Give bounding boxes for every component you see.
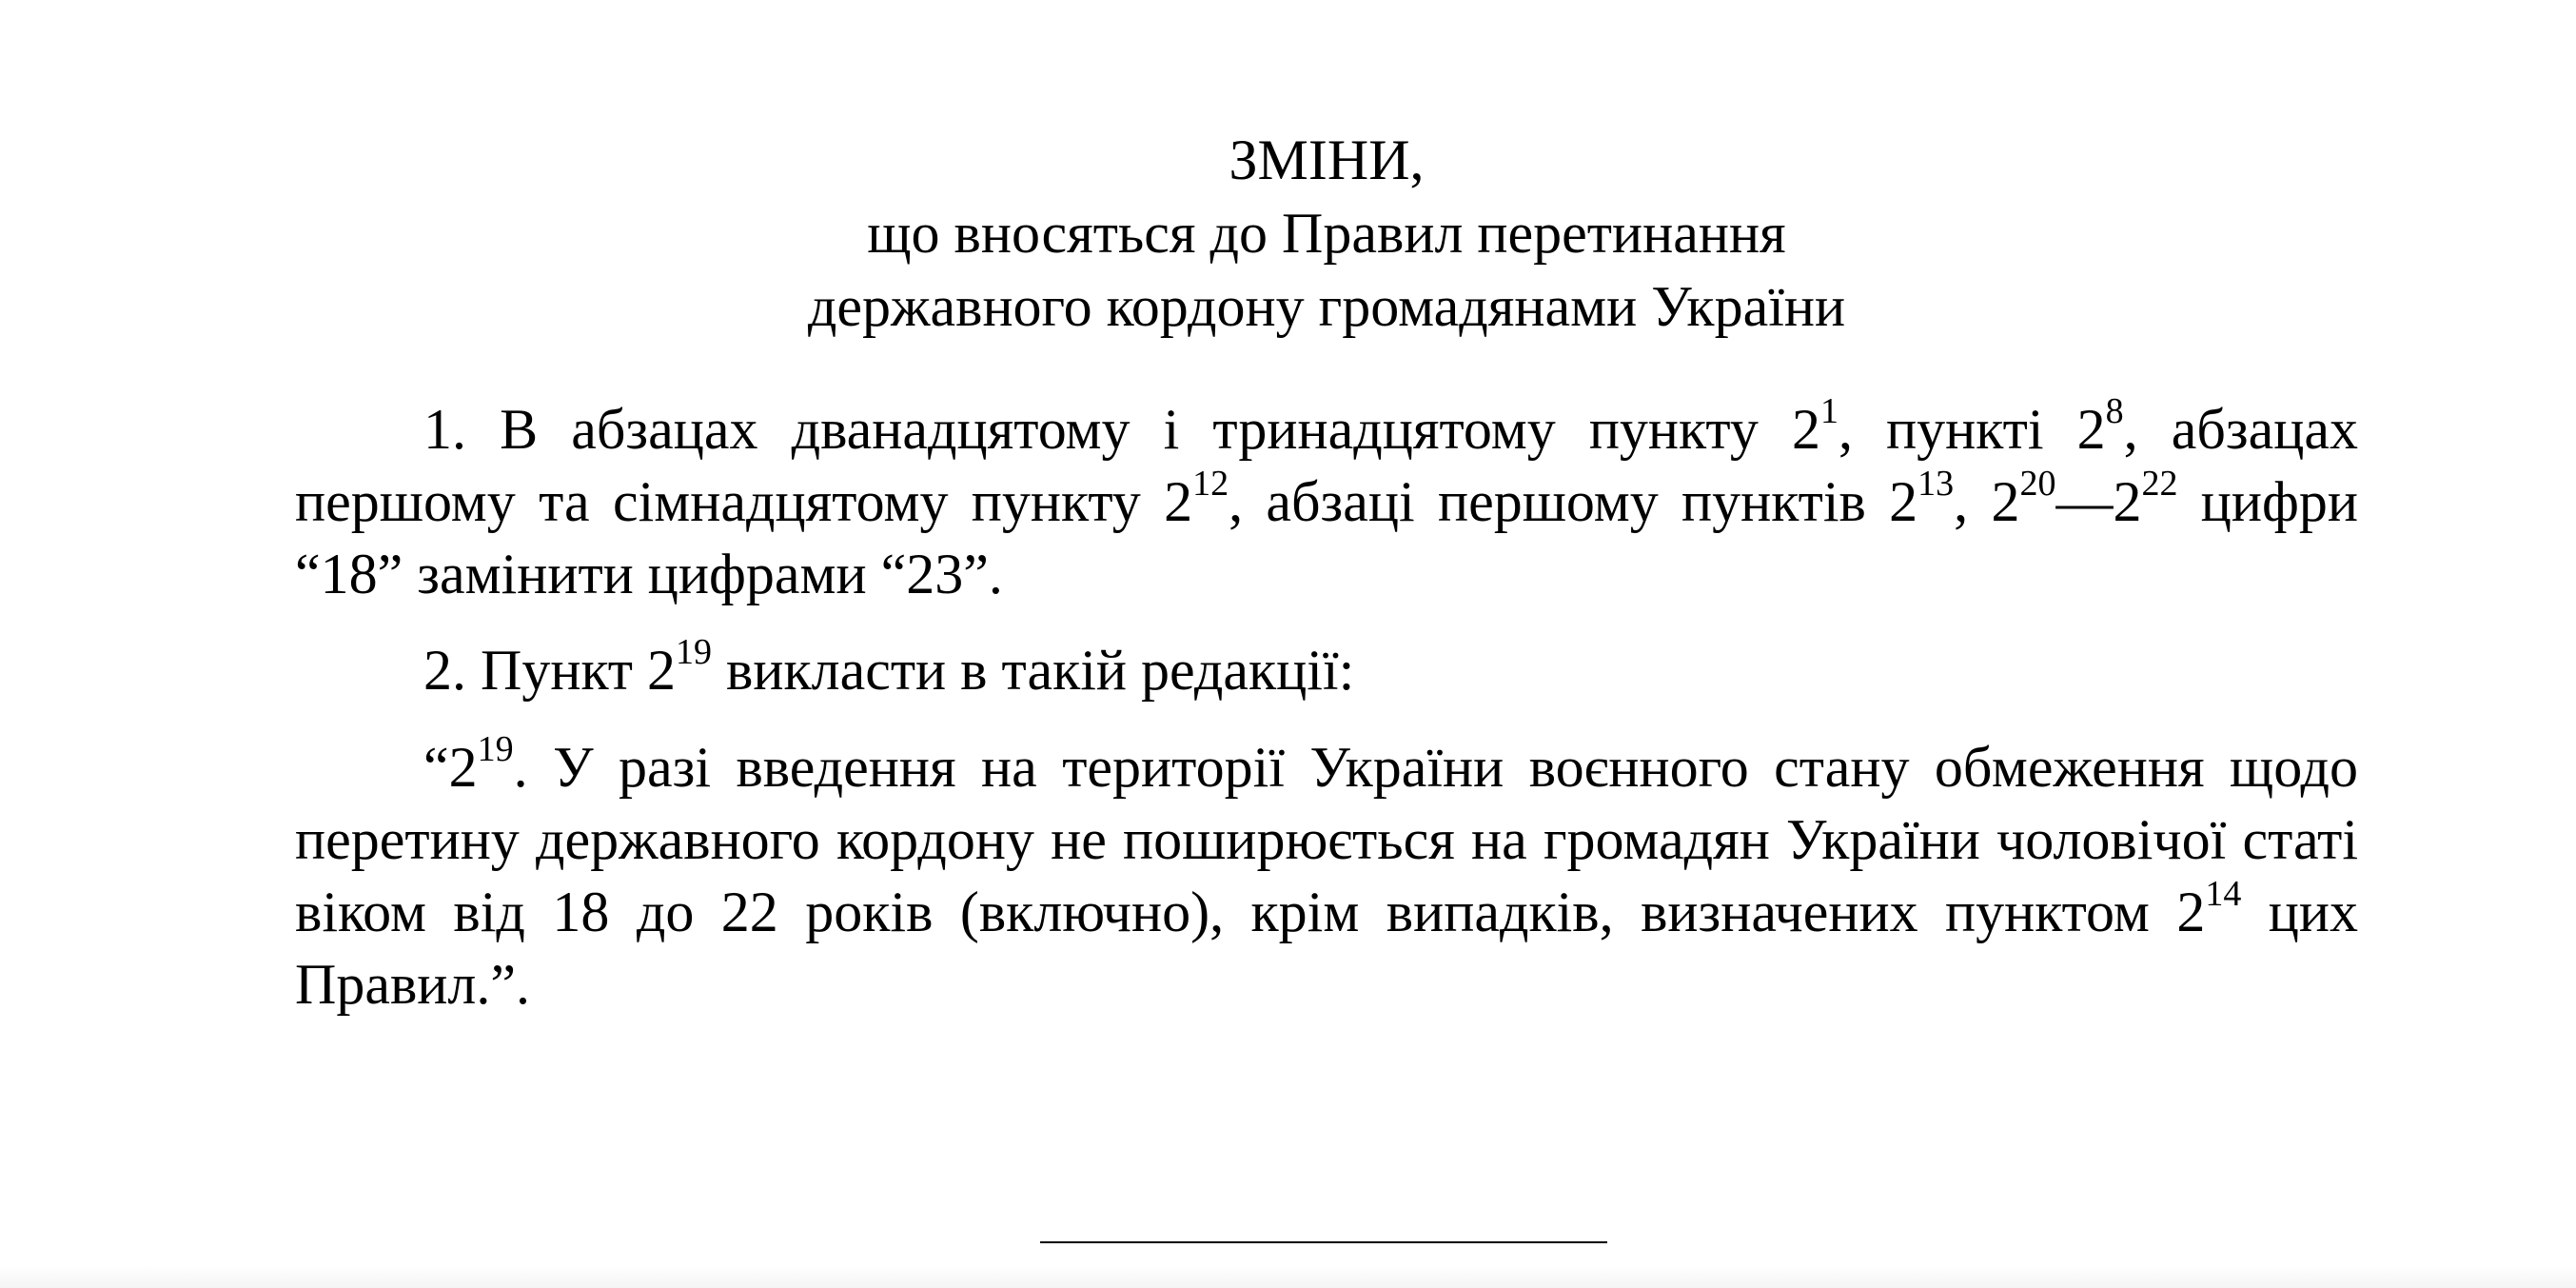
paragraph-3 bbox=[295, 731, 2358, 1020]
paragraph-1-text: , пункті 2 bbox=[1838, 398, 2106, 461]
superscript: 1 bbox=[1819, 391, 1839, 431]
superscript: 14 bbox=[2205, 874, 2242, 914]
title-line-1: ЗМІНИ, bbox=[1229, 129, 1425, 191]
paragraph-1-text: —2 bbox=[2055, 470, 2142, 533]
paragraph-1 bbox=[295, 393, 2358, 610]
paragraph-1-text: цифри “18” замінити цифрами “23”. bbox=[295, 470, 2358, 605]
superscript: 8 bbox=[2105, 391, 2124, 431]
paragraph-1-text: 1. В абзацах дванадцятому і тринадцятому пункту 2 bbox=[423, 398, 1820, 461]
superscript: 19 bbox=[477, 729, 514, 769]
paragraph-3-text: цих Правил.”. bbox=[295, 881, 2359, 1016]
paragraph-3-text: “2 bbox=[423, 736, 478, 799]
page-bottom-edge bbox=[0, 1266, 2576, 1288]
paragraph-1-text: , 2 bbox=[1954, 470, 2020, 533]
document-page bbox=[295, 124, 2358, 1044]
superscript: 19 bbox=[676, 632, 713, 672]
paragraph-2-text: 2. Пункт 2 bbox=[423, 639, 677, 702]
superscript: 12 bbox=[1192, 464, 1229, 504]
paragraph-3-text: . У разі введення на території України воєнного стану обмеження щодо перетину державного кордону не поширюється на громадян України чоловічої статі віком від 18 до 22 років (включно), крім випадків, визначених пунктом 2 bbox=[295, 736, 2358, 943]
superscript: 20 bbox=[2019, 464, 2056, 504]
paragraph-1-text: , абзацах першому та сімнадцятому пункту 2 bbox=[295, 398, 2359, 533]
paragraph-2-text: викласти в такій редакції: bbox=[712, 639, 1355, 702]
title-line-3: державного кордону громадянами України bbox=[807, 275, 1846, 338]
separator-line bbox=[1040, 1241, 1607, 1243]
title-line-2: що вносяться до Правил перетинання bbox=[867, 202, 1786, 265]
paragraph-1-text: , абзаці першому пунктів 2 bbox=[1229, 470, 1918, 533]
superscript: 22 bbox=[2141, 464, 2178, 504]
document-body bbox=[295, 393, 2358, 1020]
superscript: 13 bbox=[1917, 464, 1955, 504]
document-title bbox=[295, 124, 2358, 344]
paragraph-2 bbox=[295, 634, 2358, 706]
